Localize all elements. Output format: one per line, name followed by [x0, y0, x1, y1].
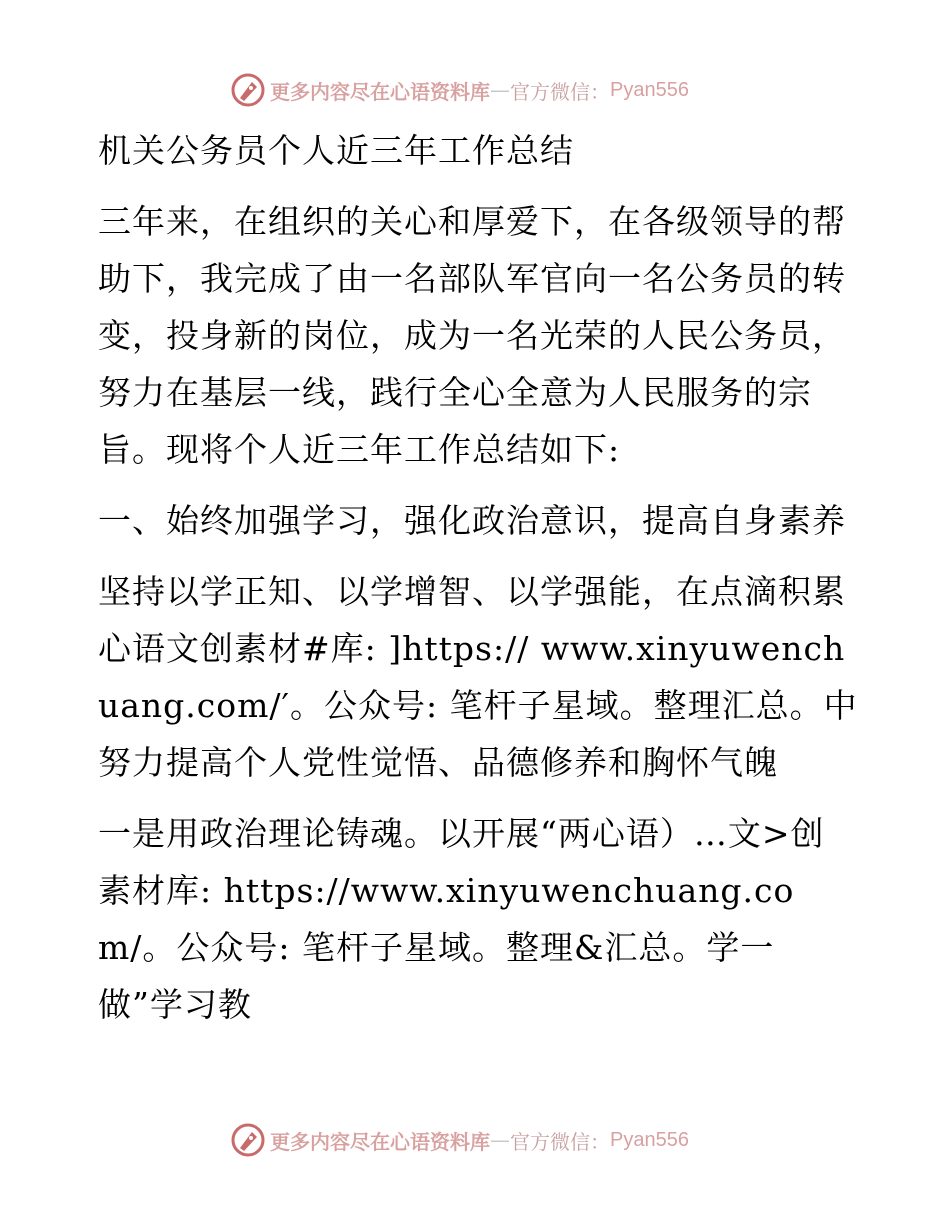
document-title: 机关公务员个人近三年工作总结: [98, 131, 574, 170]
header-watermark: [230, 70, 710, 110]
watermark-separator: —: [490, 78, 510, 102]
watermark-text: 更多内容尽在心语资料库: [270, 79, 490, 104]
paragraph-theory: 一是用政治理论铸魂。以开展“两心语）…文>创素材库: https://www.xinyuwenchuang.com/。公众号: 笔杆子星域。整理&汇总。学一做”学习教: [98, 814, 825, 1024]
pen-nib-logo-icon: [230, 1122, 266, 1158]
watermark-wechat-id: Pyan556: [610, 1128, 689, 1151]
document-body: [98, 122, 858, 1033]
paragraph-intro: 三年来，在组织的关心和厚爱下，在各级领导的帮助下，我完成了由一名部队军官向一名公务员的转变，投身新的岗位，成为一名光荣的人民公务员，努力在基层一线，践行全心全意为人民服务的宗旨。现将个人近三年工作总结如下:: [98, 202, 846, 469]
watermark-label: 官方微信：: [510, 79, 610, 104]
watermark-separator: —: [490, 1128, 510, 1152]
pen-nib-logo-icon: [230, 72, 266, 108]
watermark-text: 更多内容尽在心语资料库: [270, 1129, 490, 1154]
section-heading: 一、始终加强学习，强化政治意识，提高自身素养: [98, 501, 846, 540]
paragraph-study: 坚持以学正知、以学增智、以学强能，在点滴积累心语文创素材#库: ]https:// www.xinyuwenchuang.com/′。公众号: 笔杆子星域。整理汇总。中努力提高个人党性觉悟、品德修养和胸怀气魄: [98, 572, 858, 782]
watermark-wechat-id: Pyan556: [610, 78, 689, 101]
watermark-label: 官方微信：: [510, 1129, 610, 1154]
footer-watermark: [230, 1120, 710, 1160]
